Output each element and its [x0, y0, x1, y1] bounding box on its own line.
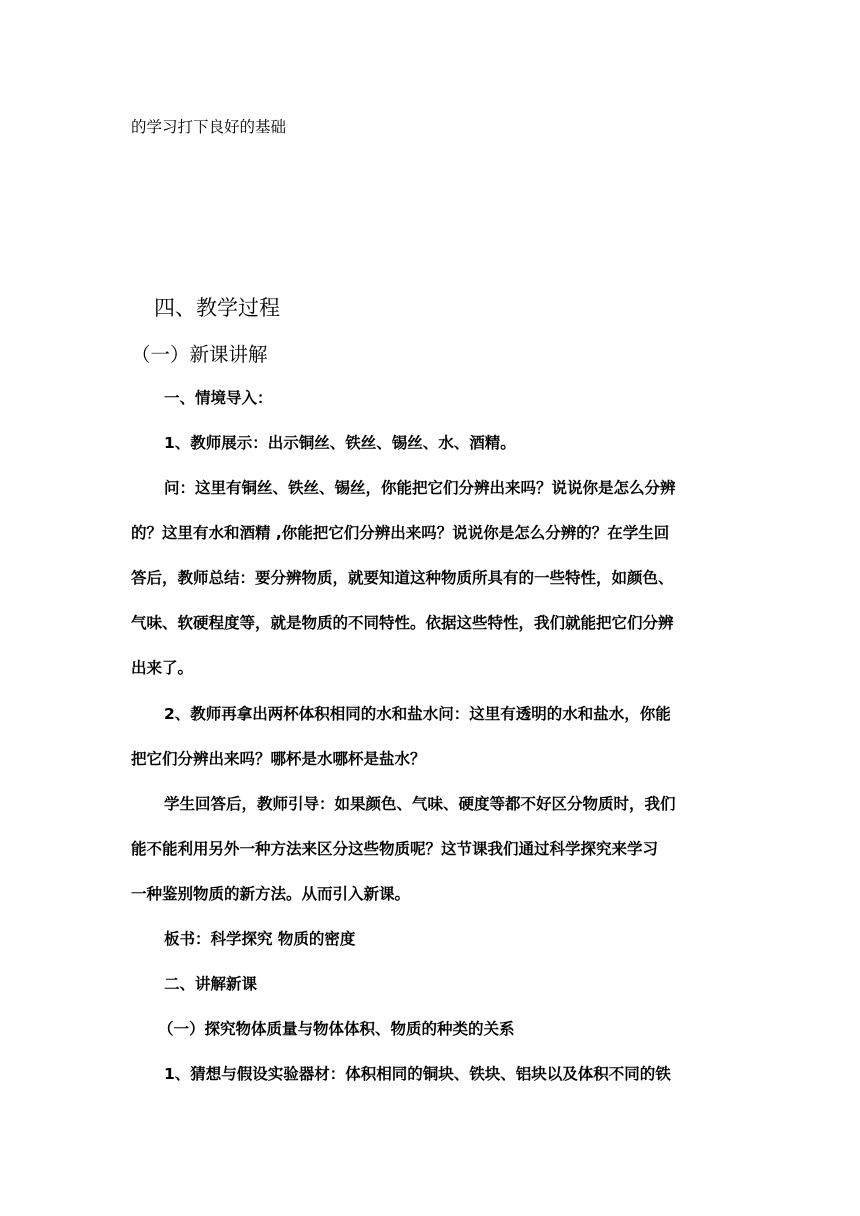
paragraph-line: 一种鉴别物质的新方法。从而引入新课。: [131, 885, 411, 903]
paragraph-line: 气味、软硬程度等，就是物质的不同特性。依据这些特性，我们就能把它们分辨: [131, 614, 674, 632]
subheading-new-lesson: 二、讲解新课: [164, 975, 258, 993]
paragraph-line: 能不能利用另外一种方法来区分这些物质呢？这节课我们通过科学探究来学习: [131, 840, 659, 858]
subheading-scenario-intro: 一、情境导入：: [164, 389, 273, 407]
paragraph-line: 的？这里有水和酒精 ,你能把它们分辨出来吗？说说你是怎么分辨的？在学生回: [131, 524, 670, 542]
paragraph-line: 答后，教师总结：要分辨物质，就要知道这种物质所具有的一些特性，如颜色、: [131, 569, 674, 587]
paragraph-line: 出来了。: [131, 659, 194, 677]
paragraph-line: 1、猜想与假设实验器材：体积相同的铜块、铁块、铝块以及体积不同的铁: [164, 1065, 671, 1083]
subsection-heading: （一）新课讲解: [131, 343, 268, 366]
paragraph-line: 把它们分辨出来吗？哪杯是水哪杯是盐水？: [131, 750, 426, 768]
subheading-explore-relation: （一）探究物体质量与物体体积、物质的种类的关系: [158, 1020, 515, 1038]
paragraph-tail-line: 的学习打下良好的基础: [131, 118, 287, 136]
paragraph-line: 学生回答后，教师引导：如果颜色、气味、硬度等都不好区分物质时，我们: [164, 795, 676, 813]
board-writing-line: 板书：科学探究 物质的密度: [164, 930, 356, 948]
section-heading: 四、教学过程: [154, 296, 280, 320]
paragraph-line: 问：这里有铜丝、铁丝、锡丝，你能把它们分辨出来吗？说说你是怎么分辨: [164, 479, 676, 497]
paragraph-line: 2、教师再拿出两杯体积相同的水和盐水问：这里有透明的水和盐水，你能: [164, 705, 671, 723]
step-teacher-demo: 1、教师展示：出示铜丝、铁丝、锡丝、水、酒精。: [164, 434, 516, 452]
